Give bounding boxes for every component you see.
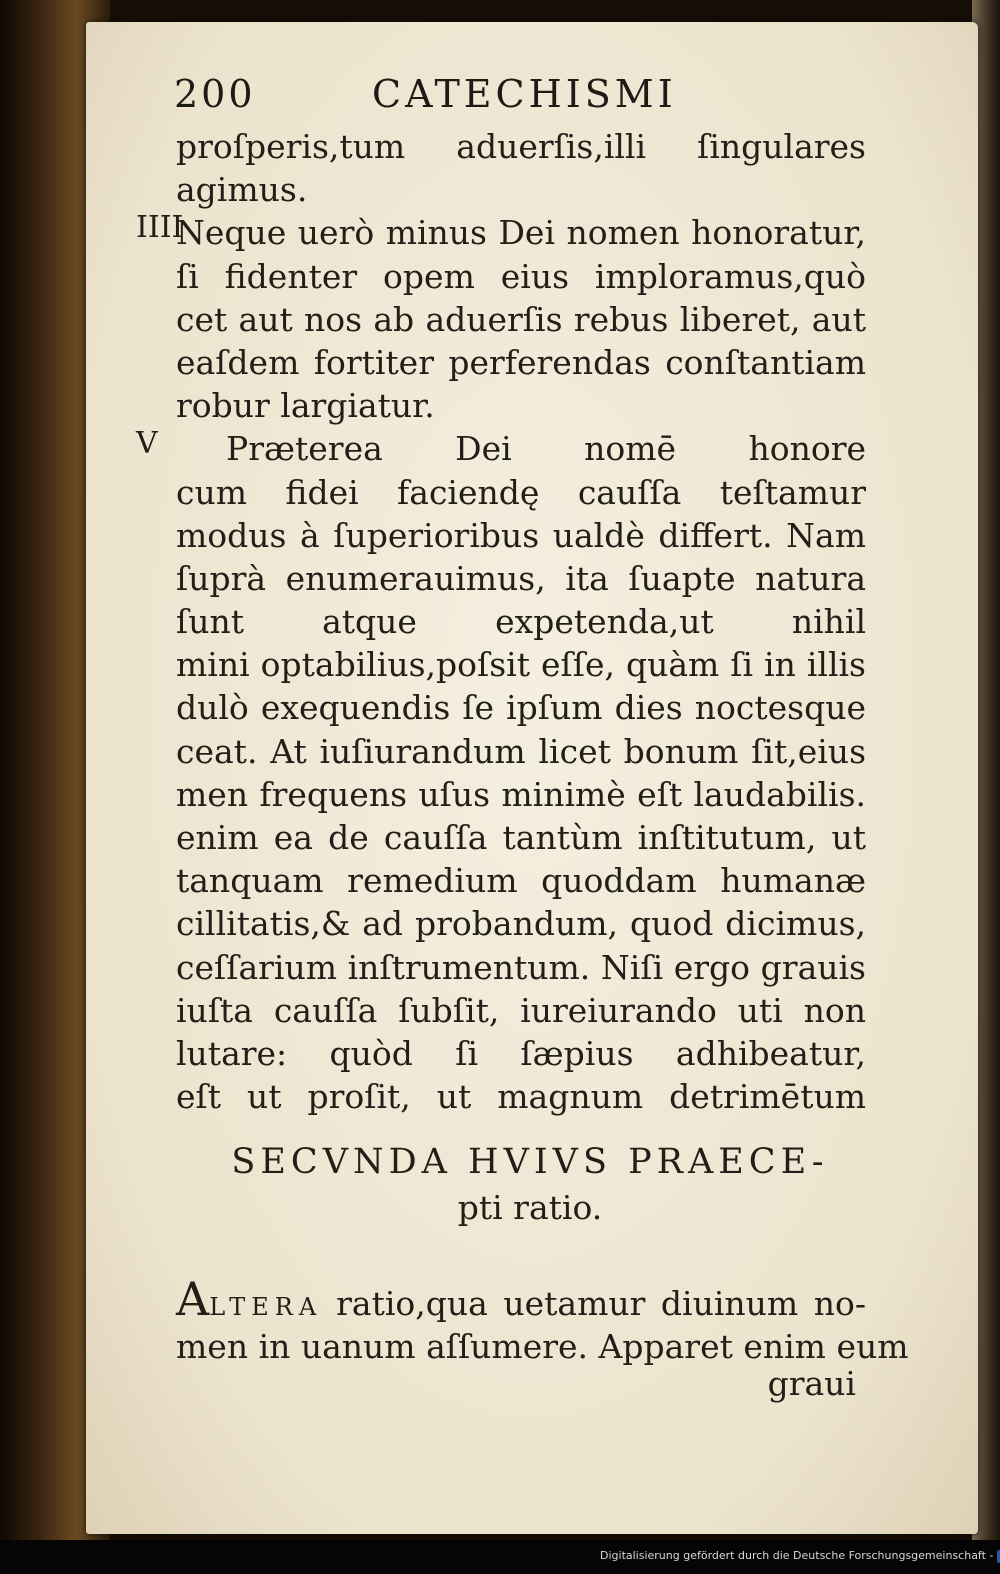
section-marker-v: V xyxy=(136,426,158,461)
text-line: ceat. At iuſiurandum licet bonum ſit,eius xyxy=(176,731,866,771)
text-line: ratio,qua uetamur diuinum no- xyxy=(336,1284,866,1323)
text-line: cet aut nos ab aduerſis rebus liberet, aut xyxy=(176,299,866,339)
catchword: graui xyxy=(767,1364,856,1403)
text-line: ſunt atque expetenda,ut nihil xyxy=(176,602,866,642)
text-line: eaſdem fortiter perferendas conſtantiam xyxy=(176,342,866,382)
text-line: agimus. xyxy=(176,170,308,210)
heading-line-1: SECVNDA HVIVS PRAECE- xyxy=(231,1142,829,1182)
drop-cap: A xyxy=(176,1272,210,1326)
credit-text: Digitalisierung gefördert durch die Deutsche Forschungsgemeinschaft - xyxy=(600,1549,994,1562)
text-line: ſuprà enumerauimus, ita ſuapte natura xyxy=(176,558,866,598)
text-line: eſt ut proſit, ut magnum detrimētum xyxy=(176,1077,866,1117)
text-line: Præterea Dei nomē honore xyxy=(226,429,866,469)
body-text xyxy=(176,125,866,1118)
section-marker-iiii: IIII xyxy=(136,210,184,245)
text-line: cillitatis,& ad probandum, quod dicimus, xyxy=(176,904,866,944)
heading-line-2: pti ratio. xyxy=(457,1188,603,1227)
running-head: CATECHISMI xyxy=(372,72,677,116)
text-line: tanquam remedium quoddam humanæ xyxy=(176,861,866,901)
text-line: enim ea de cauſſa tantùm inſtitutum, ut xyxy=(176,818,866,857)
final-paragraph xyxy=(176,1272,909,1368)
text-line: modus à ſuperioribus ualdè differt. Nam xyxy=(176,515,866,555)
text-line: proſperis,tum aduerſis,illi ſingulares xyxy=(176,127,866,166)
text-line: iuſta cauſſa ſubſit, iureiurando uti non xyxy=(176,990,866,1030)
text-line: Neque uerò minus Dei nomen honoratur, xyxy=(176,213,866,253)
text-line: men frequens uſus minimè eſt laudabilis. xyxy=(176,774,866,814)
digitization-credit xyxy=(600,1549,1000,1563)
text-line: dulò exequendis ſe ipſum dies noctesque xyxy=(176,688,866,728)
text-line: men in uanum aſſumere. Apparet enim eum xyxy=(176,1327,909,1367)
page-number: 200 xyxy=(174,72,256,116)
text-line: ceſſarium inſtrumentum. Niſi ergo grauis xyxy=(176,947,866,987)
text-line: lutare: quòd ſi ſæpius adhibeatur, xyxy=(176,1033,866,1073)
small-caps-word: LTERA xyxy=(209,1293,323,1321)
section-heading xyxy=(170,1142,890,1227)
text-line: robur largiatur. xyxy=(176,386,435,426)
text-line: cum fidei faciendę cauſſa teſtamur xyxy=(176,472,866,512)
text-line: ſi fidenter opem eius imploramus,quò xyxy=(176,256,866,296)
page-header xyxy=(174,72,794,120)
text-line: mini optabilius,poſsit eſſe, quàm ſi in illis xyxy=(176,645,866,685)
